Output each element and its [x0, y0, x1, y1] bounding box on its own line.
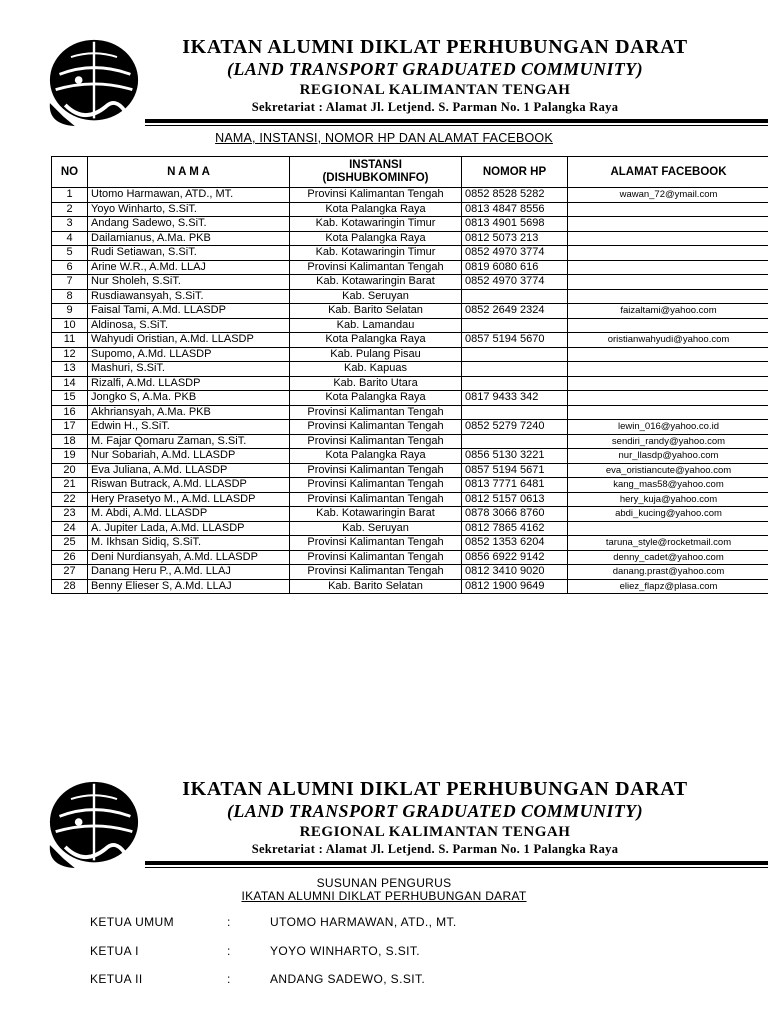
cell-nomor-hp: 0813 4901 5698 — [462, 217, 568, 232]
cell-no: 24 — [52, 521, 88, 536]
cell-nomor-hp: 0852 4970 3774 — [462, 246, 568, 261]
cell-instansi: Kab. Barito Selatan — [290, 579, 462, 594]
cell-instansi: Kab. Kotawaringin Barat — [290, 507, 462, 522]
officer-role: KETUA I — [90, 944, 139, 958]
cell-no: 14 — [52, 376, 88, 391]
cell-nomor-hp: 0852 5279 7240 — [462, 420, 568, 435]
header-alamat-facebook: ALAMAT FACEBOOK — [568, 157, 768, 188]
cell-nama: Nur Sobariah, A.Md. LLASDP — [88, 449, 290, 464]
table-row — [52, 521, 768, 536]
table-row — [52, 492, 768, 507]
table-row — [52, 565, 768, 580]
cell-instansi: Kota Palangka Raya — [290, 333, 462, 348]
org-name-english: (LAND TRANSPORT GRADUATED COMMUNITY) — [227, 801, 643, 821]
cell-alamat-facebook — [568, 217, 768, 232]
cell-no: 20 — [52, 463, 88, 478]
org-name: IKATAN ALUMNI DIKLAT PERHUBUNGAN DARAT — [182, 778, 688, 800]
cell-nama: Deni Nurdiansyah, A.Md. LLASDP — [88, 550, 290, 565]
cell-nama: Akhriansyah, A.Ma. PKB — [88, 405, 290, 420]
cell-no: 18 — [52, 434, 88, 449]
cell-instansi: Provinsi Kalimantan Tengah — [290, 536, 462, 551]
table-row — [52, 463, 768, 478]
secretariat-address: Sekretariat : Alamat Jl. Letjend. S. Parman No. 1 Palangka Raya — [251, 100, 619, 114]
officer-colon: : — [227, 972, 231, 986]
officer-role: KETUA UMUM — [90, 915, 175, 929]
table-row — [52, 188, 768, 203]
table-row — [52, 231, 768, 246]
cell-nama: Andang Sadewo, S.SiT. — [88, 217, 290, 232]
cell-no: 1 — [52, 188, 88, 203]
cell-nomor-hp: 0878 3066 8760 — [462, 507, 568, 522]
cell-nama: Rusdiawansyah, S.SiT. — [88, 289, 290, 304]
cell-no: 8 — [52, 289, 88, 304]
cell-instansi: Kab. Seruyan — [290, 289, 462, 304]
table-row — [52, 391, 768, 406]
cell-instansi: Kota Palangka Raya — [290, 449, 462, 464]
cell-nama: Nur Sholeh, S.SiT. — [88, 275, 290, 290]
cell-instansi: Provinsi Kalimantan Tengah — [290, 188, 462, 203]
header-divider — [145, 861, 768, 865]
cell-no: 6 — [52, 260, 88, 275]
cell-nomor-hp: 0813 4847 8556 — [462, 202, 568, 217]
cell-alamat-facebook — [568, 391, 768, 406]
cell-alamat-facebook — [568, 231, 768, 246]
cell-no: 12 — [52, 347, 88, 362]
table-row — [52, 478, 768, 493]
cell-no: 22 — [52, 492, 88, 507]
cell-alamat-facebook — [568, 405, 768, 420]
table-row — [52, 275, 768, 290]
cell-alamat-facebook: taruna_style@rocketmail.com — [568, 536, 768, 551]
cell-nomor-hp: 0812 3410 9020 — [462, 565, 568, 580]
officer-name: UTOMO HARMAWAN, ATD., MT. — [270, 915, 457, 929]
cell-alamat-facebook — [568, 289, 768, 304]
cell-instansi: Kota Palangka Raya — [290, 231, 462, 246]
header-no: NO — [52, 157, 88, 188]
cell-instansi: Kab. Seruyan — [290, 521, 462, 536]
cell-nama: Rudi Setiawan, S.SiT. — [88, 246, 290, 261]
table-row — [52, 318, 768, 333]
cell-no: 7 — [52, 275, 88, 290]
emblem-globe-icon — [46, 778, 142, 870]
cell-nama: M. Fajar Qomaru Zaman, S.SiT. — [88, 434, 290, 449]
cell-instansi: Provinsi Kalimantan Tengah — [290, 492, 462, 507]
cell-alamat-facebook: wawan_72@ymail.com — [568, 188, 768, 203]
cell-alamat-facebook — [568, 347, 768, 362]
cell-nomor-hp: 0813 7771 6481 — [462, 478, 568, 493]
table-row — [52, 434, 768, 449]
cell-no: 19 — [52, 449, 88, 464]
cell-nama: Mashuri, S.SiT. — [88, 362, 290, 377]
cell-nomor-hp — [462, 405, 568, 420]
table-row — [52, 362, 768, 377]
page-title: NAMA, INSTANSI, NOMOR HP DAN ALAMAT FACEBOOK — [215, 131, 553, 145]
cell-alamat-facebook: eva_oristiancute@yahoo.com — [568, 463, 768, 478]
header-instansi-line2: (DISHUBKOMINFO) — [322, 172, 429, 184]
cell-instansi: Provinsi Kalimantan Tengah — [290, 434, 462, 449]
table-row — [52, 304, 768, 319]
cell-no: 15 — [52, 391, 88, 406]
cell-alamat-facebook — [568, 202, 768, 217]
cell-alamat-facebook: lewin_016@yahoo.co.id — [568, 420, 768, 435]
cell-instansi: Kab. Barito Selatan — [290, 304, 462, 319]
cell-nama: Rizalfi, A.Md. LLASDP — [88, 376, 290, 391]
cell-alamat-facebook: denny_cadet@yahoo.com — [568, 550, 768, 565]
cell-instansi: Kab. Lamandau — [290, 318, 462, 333]
cell-instansi: Kota Palangka Raya — [290, 391, 462, 406]
cell-nomor-hp — [462, 434, 568, 449]
officer-row — [90, 944, 730, 960]
officer-row — [90, 915, 730, 931]
cell-instansi: Provinsi Kalimantan Tengah — [290, 550, 462, 565]
cell-instansi: Kab. Kotawaringin Timur — [290, 246, 462, 261]
cell-no: 10 — [52, 318, 88, 333]
cell-nomor-hp: 0852 2649 2324 — [462, 304, 568, 319]
cell-no: 3 — [52, 217, 88, 232]
cell-nomor-hp: 0812 7865 4162 — [462, 521, 568, 536]
cell-alamat-facebook: danang.prast@yahoo.com — [568, 565, 768, 580]
officer-name: ANDANG SADEWO, S.SIT. — [270, 972, 426, 986]
cell-alamat-facebook: kang_mas58@yahoo.com — [568, 478, 768, 493]
officer-colon: : — [227, 915, 231, 929]
cell-nama: Benny Elieser S, A.Md. LLAJ — [88, 579, 290, 594]
cell-nama: Riswan Butrack, A.Md. LLASDP — [88, 478, 290, 493]
cell-nomor-hp — [462, 362, 568, 377]
table-row — [52, 376, 768, 391]
cell-nomor-hp: 0852 1353 6204 — [462, 536, 568, 551]
cell-nama: Hery Prasetyo M., A.Md. LLASDP — [88, 492, 290, 507]
region-name: REGIONAL KALIMANTAN TENGAH — [299, 824, 571, 840]
cell-instansi: Provinsi Kalimantan Tengah — [290, 420, 462, 435]
table-header-row — [52, 157, 768, 188]
table-row — [52, 202, 768, 217]
table-row — [52, 449, 768, 464]
cell-alamat-facebook — [568, 275, 768, 290]
cell-no: 2 — [52, 202, 88, 217]
cell-nama: M. Abdi, A.Md. LLASDP — [88, 507, 290, 522]
cell-no: 25 — [52, 536, 88, 551]
cell-no: 5 — [52, 246, 88, 261]
table-row — [52, 507, 768, 522]
table-row — [52, 420, 768, 435]
header-divider — [145, 119, 768, 123]
cell-nomor-hp: 0819 6080 616 — [462, 260, 568, 275]
cell-instansi: Kab. Barito Utara — [290, 376, 462, 391]
officer-row — [90, 972, 730, 988]
org-name-english: (LAND TRANSPORT GRADUATED COMMUNITY) — [227, 59, 643, 79]
cell-nama: Supomo, A.Md. LLASDP — [88, 347, 290, 362]
table-row — [52, 217, 768, 232]
cell-nomor-hp: 0856 5130 3221 — [462, 449, 568, 464]
cell-no: 11 — [52, 333, 88, 348]
cell-nomor-hp: 0857 5194 5671 — [462, 463, 568, 478]
cell-instansi: Kab. Pulang Pisau — [290, 347, 462, 362]
cell-nama: Jongko S, A.Ma. PKB — [88, 391, 290, 406]
table-row — [52, 347, 768, 362]
cell-alamat-facebook: nur_llasdp@yahoo.com — [568, 449, 768, 464]
section-title: SUSUNAN PENGURUS — [316, 876, 452, 890]
cell-alamat-facebook: oristianwahyudi@yahoo.com — [568, 333, 768, 348]
cell-nama: Yoyo Winharto, S.SiT. — [88, 202, 290, 217]
cell-nama: M. Ikhsan Sidiq, S.SiT. — [88, 536, 290, 551]
cell-nomor-hp — [462, 347, 568, 362]
members-table-body — [52, 188, 768, 594]
org-name: IKATAN ALUMNI DIKLAT PERHUBUNGAN DARAT — [182, 36, 688, 58]
cell-alamat-facebook — [568, 318, 768, 333]
region-name: REGIONAL KALIMANTAN TENGAH — [299, 82, 571, 98]
header-instansi — [290, 157, 462, 188]
officer-name: YOYO WINHARTO, S.SIT. — [270, 944, 420, 958]
emblem-globe-icon — [46, 36, 142, 128]
cell-nomor-hp: 0852 4970 3774 — [462, 275, 568, 290]
cell-alamat-facebook: abdi_kucing@yahoo.com — [568, 507, 768, 522]
cell-alamat-facebook: sendiri_randy@yahoo.com — [568, 434, 768, 449]
cell-no: 21 — [52, 478, 88, 493]
cell-nama: Utomo Harmawan, ATD., MT. — [88, 188, 290, 203]
cell-nomor-hp: 0856 6922 9142 — [462, 550, 568, 565]
officer-colon: : — [227, 944, 231, 958]
cell-alamat-facebook: eliez_flapz@plasa.com — [568, 579, 768, 594]
cell-nomor-hp: 0817 9433 342 — [462, 391, 568, 406]
cell-no: 4 — [52, 231, 88, 246]
table-row — [52, 579, 768, 594]
table-row — [52, 550, 768, 565]
cell-instansi: Kab. Kotawaringin Timur — [290, 217, 462, 232]
cell-alamat-facebook — [568, 376, 768, 391]
table-row — [52, 246, 768, 261]
cell-nomor-hp: 0857 5194 5670 — [462, 333, 568, 348]
cell-nama: Edwin H., S.SiT. — [88, 420, 290, 435]
cell-no: 27 — [52, 565, 88, 580]
cell-alamat-facebook — [568, 246, 768, 261]
cell-instansi: Provinsi Kalimantan Tengah — [290, 478, 462, 493]
cell-instansi: Provinsi Kalimantan Tengah — [290, 260, 462, 275]
cell-instansi: Provinsi Kalimantan Tengah — [290, 565, 462, 580]
cell-no: 23 — [52, 507, 88, 522]
cell-nomor-hp — [462, 376, 568, 391]
section-subtitle: IKATAN ALUMNI DIKLAT PERHUBUNGAN DARAT — [241, 889, 527, 903]
table-row — [52, 536, 768, 551]
cell-alamat-facebook: faizaltami@yahoo.com — [568, 304, 768, 319]
cell-nomor-hp — [462, 318, 568, 333]
cell-nomor-hp — [462, 289, 568, 304]
table-row — [52, 333, 768, 348]
cell-nama: Arine W.R., A.Md. LLAJ — [88, 260, 290, 275]
cell-nama: Eva Juliana, A.Md. LLASDP — [88, 463, 290, 478]
cell-instansi: Kota Palangka Raya — [290, 202, 462, 217]
table-row — [52, 260, 768, 275]
cell-no: 9 — [52, 304, 88, 319]
cell-nomor-hp: 0812 5157 0613 — [462, 492, 568, 507]
cell-no: 26 — [52, 550, 88, 565]
cell-nama: Faisal Tami, A.Md. LLASDP — [88, 304, 290, 319]
members-table — [51, 156, 768, 594]
cell-nomor-hp: 0852 8528 5282 — [462, 188, 568, 203]
secretariat-address: Sekretariat : Alamat Jl. Letjend. S. Parman No. 1 Palangka Raya — [251, 842, 619, 856]
cell-nama: Danang Heru P., A.Md. LLAJ — [88, 565, 290, 580]
cell-instansi: Provinsi Kalimantan Tengah — [290, 405, 462, 420]
cell-alamat-facebook — [568, 260, 768, 275]
cell-nama: A. Jupiter Lada, A.Md. LLASDP — [88, 521, 290, 536]
cell-instansi: Provinsi Kalimantan Tengah — [290, 463, 462, 478]
cell-alamat-facebook — [568, 362, 768, 377]
cell-alamat-facebook: hery_kuja@yahoo.com — [568, 492, 768, 507]
cell-alamat-facebook — [568, 521, 768, 536]
cell-no: 28 — [52, 579, 88, 594]
header-nomor-hp: NOMOR HP — [462, 157, 568, 188]
officer-role: KETUA II — [90, 972, 143, 986]
header-nama: N A M A — [88, 157, 290, 188]
cell-no: 17 — [52, 420, 88, 435]
cell-no: 16 — [52, 405, 88, 420]
cell-nama: Wahyudi Oristian, A.Md. LLASDP — [88, 333, 290, 348]
table-row — [52, 289, 768, 304]
cell-instansi: Kab. Kotawaringin Barat — [290, 275, 462, 290]
cell-nama: Dailamianus, A.Ma. PKB — [88, 231, 290, 246]
cell-nomor-hp: 0812 1900 9649 — [462, 579, 568, 594]
cell-no: 13 — [52, 362, 88, 377]
cell-nomor-hp: 0812 5073 213 — [462, 231, 568, 246]
cell-nama: Aldinosa, S.SiT. — [88, 318, 290, 333]
header-instansi-line1: INSTANSI — [349, 159, 402, 171]
table-row — [52, 405, 768, 420]
cell-instansi: Kab. Kapuas — [290, 362, 462, 377]
